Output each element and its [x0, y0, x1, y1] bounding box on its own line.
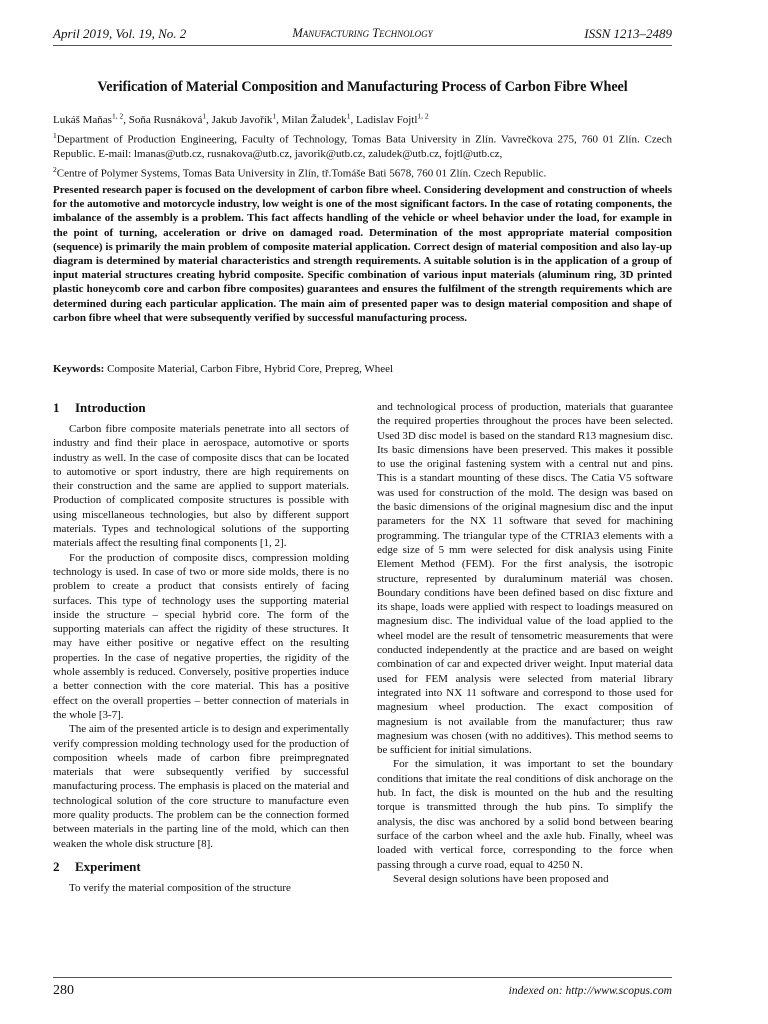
right-column [377, 400, 673, 886]
running-header [53, 24, 672, 44]
paragraph: To verify the material composition of the structure [69, 881, 291, 894]
footer-rule [53, 977, 672, 978]
author: Milan Žaludek$^1$, [281, 111, 356, 126]
author-list [53, 108, 672, 128]
indexing-note: indexed on: http://www.scopus.com [508, 985, 672, 997]
affiliation-2: $^2$Centre of Polymer Systems, Tomas Bata University in Zlín, tř.Tomáše Bati 5678, 760 01 Zlín. Czech Republic. [53, 165, 547, 180]
left-column [53, 400, 349, 895]
keywords [53, 363, 672, 375]
journal-name: Manufacturing Technology [292, 26, 433, 40]
abstract: Presented research paper is focused on the development of carbon fibre wheel. Considering development and construction of wheels for the automotive and motorcycle industry, low weight is one of the most significant factors. In the case of rotating components, the imbalance of the assembly is a problem. This fact affects handling of the vehicle or wheel behavior under the load, for example in the point of turning, acceleration or drive on damaged road. Determination of the most appropriate material composition (sequence) is primarily the main problem of composite material application. Correct design of material composition and also lay-up diagram is determined by material characteristics and strength requirements. A suitable solution is in the application of a group of input material structures creating hybrid composite. Specific combination of various input materials (aluminum ring, 3D printed plastic honeycomb core and carbon fibre composites) guarantees and ensures the fulfilment of the strength requirements which are determined during each particular application. The main aim of presented paper was to design material composition and shape of carbon fibre wheel that were subsequently verified by successful manufacturing process. [53, 184, 672, 324]
affiliation-1: $^1$Department of Production Engineering, Faculty of Technology, Tomas Bata University in Zlín. Vavrečkova 275, 760 01 Zlín. Czech Republic. E-mail: lmanas@utb.cz, rusnakova@utb.cz, javorik@utb.cz, zaludek@utb.cz, fojtl@utb.cz, [53, 130, 672, 161]
page-number: 280 [53, 983, 74, 998]
paragraph: and technological process of production, materials that guarantee the required properties throughout the proces have been selected. Used 3D disc model is based on the standard R13 magnesium disc. Its basic dimensions have been preserved. This makes it possible to use the original fastening system with a central nut and pins. This is a standart mounting of these discs. The Catia V5 software was used for construction of the mold. The design was based on the basic dimensions of the original magnesium disc and the input parameters for the NX 11 software that seved for machining programming. The triangular type of the CTRIA3 elements with a edge size of 5 mm were selected for disk analysis using Finite Element Method (FEM). For the first analysis, the isotropic structure, represented by duraluminum materiál was chosen. Boundary conditions have been defined based on disc fixture and its shape, loads were applied with respect to loadings measured on magnesium disc. The individual value of the load applied to the wheel model are the result of tensometric measurements that were conducted independently at the practice and are based on weight combination of car and expected driver weight. Input material data used for FEM analysis were selected from material library integrated into NX 11 software and correspond to those used for magnesium wheel production. The exact composition of magnesium is not available from the manufacturer; thus raw magnesium was chosen (with no additives). This method seems to be sufficient for initial simulations. [377, 401, 673, 757]
paragraph: Carbon fibre composite materials penetrate into all sectors of industry and find their place in aerospace, automotive or sports industry as well. In the case of composite discs that can be located to automotive or sport industry, there are high requirements on their construction and the same are applied to support materials. Production of complicated composite structures is possible with using miscellaneous technologies, but also by different support materials. Types and technological solutions of the supporting materials affect the resulting final components [1, 2]. [53, 423, 349, 550]
author: Lukáš Maňas$^{1, 2}$, [53, 111, 129, 126]
header-rule [53, 45, 672, 46]
author: Soňa Rusnáková$^1$, [128, 111, 212, 126]
author-block [53, 108, 672, 182]
journal-issue: April 2019, Vol. 19, No. 2 [53, 26, 187, 41]
paragraph: For the simulation, it was important to set the boundary conditions that imitate the real conditions of disk anchorage on the hub. In fact, the disk is mounted on the hub and the resulting torque is transmitted through the hub pins. To simplify the analysis, the disc was anchored by a solid bond between bearing surface of the carbon wheel and the axle hub. Finally, wheel was loaded with vertical force, corresponding to the force when passing through a curve road, equal to 4250 N. [377, 758, 673, 871]
section-heading-experiment: 2 Experiment [53, 858, 141, 874]
keywords-label: Keywords: [53, 363, 105, 375]
paragraph: Several design solutions have been proposed and [393, 872, 609, 885]
keywords-text: Composite Material, Carbon Fibre, Hybrid Core, Prepreg, Wheel [107, 363, 394, 375]
paragraph: For the production of composite discs, compression molding technology is used. In case of two or more side molds, there is no problem to create a product that consists entirely of facing surfaces. This type of technology uses the supporting material inside the structure – special hybrid core. The form of the supporting materials can affect the rigidity of these structures. It may have either positive or negative effect on the resulting properties. In the case of negative properties, the rigidity of the whole assembly is reduced. Conversely, positive properties induce a better connection with the core material. This has a positive effect on the overall properties – better connection of materials in the whole [3-7]. [53, 551, 349, 721]
author: Jakub Javořík$^1$, [211, 111, 282, 126]
author: Ladislav Fojtl$^{1, 2}$ [355, 111, 429, 126]
issn: ISSN 1213–2489 [584, 26, 672, 41]
paper-title: Verification of Material Composition and Manufacturing Process of Carbon Fibre Wheel [97, 79, 628, 95]
section-heading-introduction: 1 Introduction [53, 400, 146, 415]
paragraph: The aim of the presented article is to design and experimentally verify compression molding technology used for the production of composition wheels made of carbon fibre preimpregnated materials that were subsequently verified by successful manufacturing process. The emphasis is placed on the material and technological solution of the core structure to manufacture even more quality products. The problem can be the connection formed between materials in the parting line of the mold, which can then weaken the whole disk structure [8]. [53, 723, 349, 850]
